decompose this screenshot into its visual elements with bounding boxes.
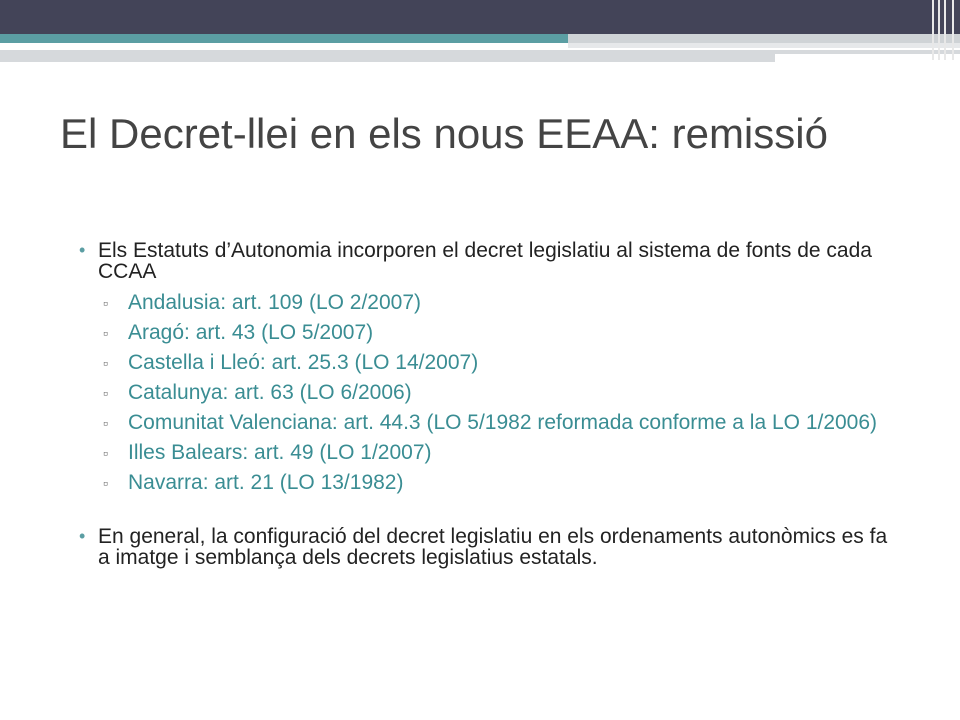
- decorative-vertical-lines: [930, 0, 960, 60]
- square-bullet-icon: ▫: [103, 385, 108, 401]
- bullet-text: En general, la configuració del decret legislatiu en els ordenaments autonòmics es fa a imatge i semblança dels decrets legislatius estatals.: [98, 525, 888, 569]
- sub-bullet-text: Andalusia: art. 109 (LO 2/2007): [128, 291, 422, 314]
- slide-content: [0, 240, 960, 568]
- sub-bullet-text: Comunitat Valenciana: art. 44.3 (LO 5/1982 reformada conforme a la LO 1/2006): [128, 411, 878, 434]
- square-bullet-icon: ▫: [103, 355, 108, 371]
- sub-bullet-item: [103, 411, 908, 434]
- sub-bullet-text: Catalunya: art. 63 (LO 6/2006): [128, 381, 412, 404]
- sub-bullet-item: [103, 351, 908, 374]
- square-bullet-icon: ▫: [103, 475, 108, 491]
- top-bar: [0, 0, 960, 34]
- decorative-stripe-teal: [0, 34, 568, 43]
- square-bullet-icon: ▫: [103, 295, 108, 311]
- decorative-stripe-grey-lower: [0, 50, 775, 62]
- sub-bullet-item: [103, 471, 908, 494]
- sub-bullet-item: [103, 291, 908, 314]
- slide-title: El Decret-llei en els nous EEAA: remissió: [60, 110, 828, 157]
- bullet-text: Els Estatuts d’Autonomia incorporen el decret legislatiu al sistema de fonts de cada CCAA: [98, 239, 872, 283]
- square-bullet-icon: ▫: [103, 325, 108, 341]
- sub-bullet-list: [0, 292, 960, 494]
- bullet-dot-icon: •: [79, 526, 86, 546]
- sub-bullet-text: Illes Balears: art. 49 (LO 1/2007): [128, 441, 432, 464]
- sub-bullet-item: [103, 441, 908, 464]
- decorative-stripe-grey: [568, 34, 960, 43]
- sub-bullet-text: Aragó: art. 43 (LO 5/2007): [128, 321, 374, 344]
- sub-bullet-text: Navarra: art. 21 (LO 13/1982): [128, 471, 404, 494]
- square-bullet-icon: ▫: [103, 445, 108, 461]
- sub-bullet-item: [103, 381, 908, 404]
- sub-bullet-item: [103, 321, 908, 344]
- sub-bullet-text: Castella i Lleó: art. 25.3 (LO 14/2007): [128, 351, 479, 374]
- bullet-dot-icon: •: [79, 240, 86, 260]
- bullet-item: [79, 525, 898, 569]
- square-bullet-icon: ▫: [103, 415, 108, 431]
- bullet-item: [79, 239, 898, 283]
